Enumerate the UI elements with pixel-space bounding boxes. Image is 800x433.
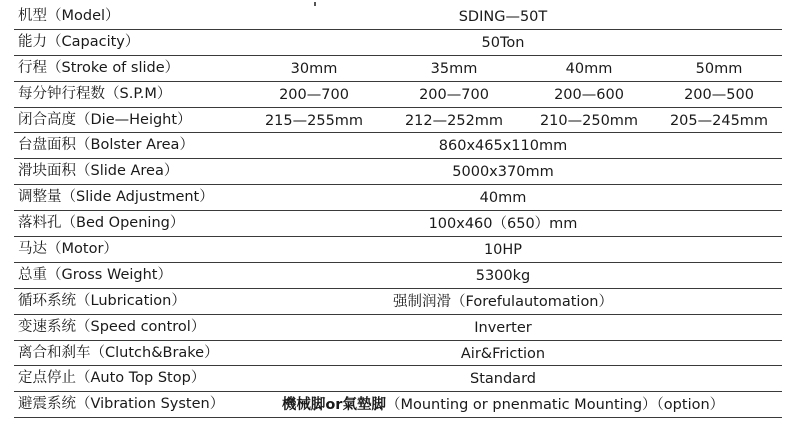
row-value-col1: 200—700 xyxy=(279,86,349,103)
row-label: 循环系统（Lubrication） xyxy=(18,292,186,309)
row-value: 10HP xyxy=(483,242,523,259)
row-bolster-area xyxy=(14,133,782,159)
row-spm xyxy=(14,82,782,108)
row-die-height xyxy=(14,108,782,134)
row-label: 变速系统（Speed control） xyxy=(18,318,206,335)
row-label: 定点停止（Auto Top Stop） xyxy=(18,370,206,387)
row-slide-area xyxy=(14,159,782,185)
row-value-col4: 200—500 xyxy=(684,86,754,103)
row-label: 每分钟行程数（S.P.M） xyxy=(18,85,172,102)
row-value-col1: 30mm xyxy=(290,60,338,77)
row-label: 机型（Model） xyxy=(18,8,120,24)
row-stroke xyxy=(14,56,782,82)
row-label: 总重（Gross Weight） xyxy=(18,266,172,283)
row-value-col2: 200—700 xyxy=(419,86,489,103)
row-value-col2: 212—252mm xyxy=(404,112,504,129)
row-value: 5300kg xyxy=(475,267,531,284)
row-value-col1: 215—255mm xyxy=(264,112,364,129)
row-model xyxy=(14,4,782,30)
row-label: 能力（Capacity） xyxy=(18,33,140,50)
row-value: Air&Friction xyxy=(460,345,546,362)
row-auto-top-stop xyxy=(14,366,782,392)
row-value: 5000x370mm xyxy=(452,164,554,181)
row-label: 台盘面积（Bolster Area） xyxy=(18,137,194,154)
row-value: 40mm xyxy=(479,190,527,207)
row-value-bold: 機械脚or氣墊脚 xyxy=(281,397,386,414)
row-vibration-system xyxy=(14,392,782,418)
row-lubrication xyxy=(14,289,782,315)
row-value-col2: 35mm xyxy=(430,60,478,77)
row-gross-weight xyxy=(14,263,782,289)
row-value-col3: 40mm xyxy=(565,60,613,77)
row-value: Inverter xyxy=(474,319,532,336)
row-label: 离合和刹车（Clutch&Brake） xyxy=(18,344,219,361)
row-label: 调整量（Slide Adjustment） xyxy=(18,189,214,206)
row-clutch-brake xyxy=(14,341,782,367)
row-value: 860x465x110mm xyxy=(438,138,568,155)
row-value-col3: 210—250mm xyxy=(539,112,639,129)
row-slide-adjustment xyxy=(14,185,782,211)
row-label: 闭合高度（Die—Height） xyxy=(18,111,192,128)
row-label: 滑块面积（Slide Area） xyxy=(18,163,179,180)
row-bed-opening xyxy=(14,211,782,237)
row-value-col4: 205—245mm xyxy=(669,112,769,129)
row-value: SDING—50T xyxy=(458,9,548,25)
row-motor xyxy=(14,237,782,263)
row-capacity xyxy=(14,30,782,56)
row-label: 落料孔（Bed Opening） xyxy=(18,215,185,232)
row-label: 行程（Stroke of slide） xyxy=(18,59,180,76)
spec-table xyxy=(14,4,782,418)
row-speed-control xyxy=(14,315,782,341)
row-label: 马达（Motor） xyxy=(18,241,118,258)
row-value xyxy=(224,392,782,418)
row-value: 强制润滑（Forefulautomation） xyxy=(393,293,613,310)
row-value-col4: 50mm xyxy=(695,60,743,77)
row-value-rest: （Mounting or pnenmatic Mounting）（option） xyxy=(385,397,725,414)
row-value: Standard xyxy=(470,371,536,388)
row-label: 避震系统（Vibration Systen） xyxy=(18,396,225,413)
row-value-col3: 200—600 xyxy=(554,86,624,103)
row-value: 50Ton xyxy=(481,34,525,51)
row-value: 100x460（650）mm xyxy=(428,216,578,233)
